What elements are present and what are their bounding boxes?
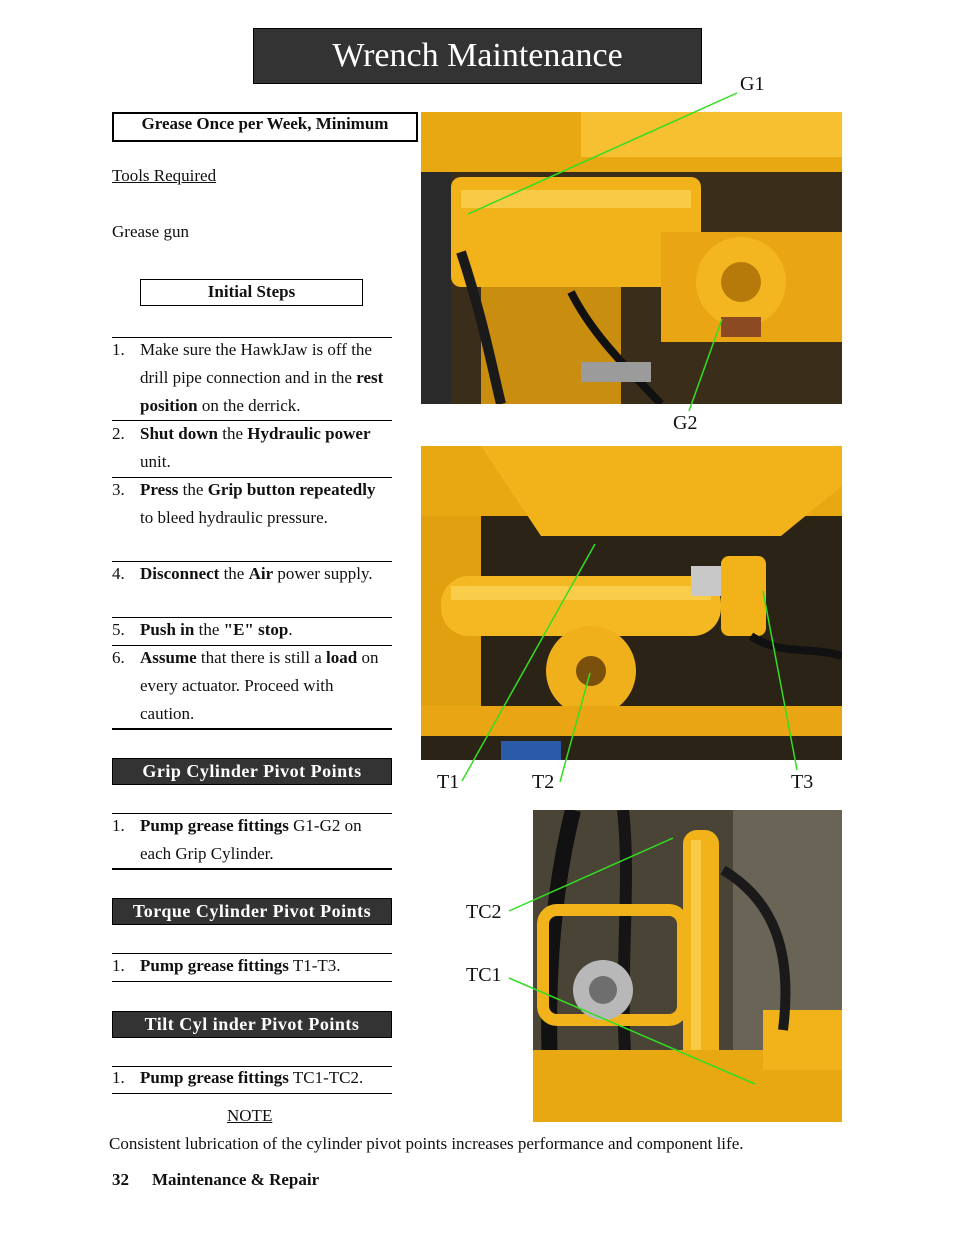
tilt-section-heading: Tilt Cyl inder Pivot Points [112, 1011, 392, 1038]
step-number: 4. [112, 564, 125, 583]
section-rule [112, 1093, 392, 1094]
step-bold-run: Grip button repeatedly [207, 480, 376, 499]
step-bold-run: Shut down [140, 424, 218, 443]
step-bold-run: Hydraulic power [247, 424, 371, 443]
step-text-run: to bleed hydraulic pressure. [140, 508, 328, 527]
step-rest: T1-T3. [288, 956, 341, 975]
step-text-run: on every actuator. Proceed with caution. [140, 648, 379, 723]
grip-section-heading: Grip Cylinder Pivot Points [112, 758, 392, 785]
page-title: Wrench Maintenance [253, 28, 702, 84]
step-number: 6. [112, 648, 125, 667]
step-number: 3. [112, 480, 125, 499]
step-rest: TC1-TC2. [288, 1068, 364, 1087]
step-bold-run: Assume [140, 648, 197, 667]
tools-list: Grease gun [112, 222, 189, 241]
step-text-run: the [194, 620, 224, 639]
step-text-run: the [219, 564, 249, 583]
callout-t3: T3 [791, 771, 814, 793]
page-number: 32 [112, 1170, 129, 1189]
step-bold: Pump grease fittings [140, 956, 289, 975]
step-bold-run: "E" stop [223, 620, 289, 639]
step-text [140, 336, 390, 420]
step-text [140, 644, 390, 728]
step-text [140, 476, 390, 532]
torque-cylinder-photo [421, 446, 842, 760]
step-text-run: Make sure the HawkJaw is off the drill pipe connection and in the [140, 340, 372, 387]
step-text-run: on the derrick. [197, 396, 301, 415]
note-heading: NOTE [227, 1106, 273, 1125]
tilt-cylinder-photo [533, 810, 842, 1122]
step-bold-run: load [326, 648, 358, 667]
step-text [140, 616, 390, 644]
step-text-run: the [178, 480, 208, 499]
step-text-run: the [217, 424, 248, 443]
section-rule [112, 981, 392, 982]
frequency-banner: Grease Once per Week, Minimum [112, 112, 418, 142]
step-text [140, 560, 390, 588]
steps-rule [112, 728, 392, 730]
step-rest: G1-G2 on each Grip Cylinder. [140, 816, 362, 863]
page-footer [112, 1170, 319, 1190]
callout-tc1: TC1 [466, 964, 502, 986]
note-text: Consistent lubrication of the cylinder pivot points increases performance and component life. [109, 1134, 744, 1153]
tools-heading: Tools Required [112, 166, 217, 185]
step-number: 1. [112, 956, 125, 975]
initial-steps-heading: Initial Steps [140, 279, 363, 306]
step-bold: Pump grease fittings [140, 1068, 289, 1087]
step-bold-run: Push in [140, 620, 195, 639]
step-bold-run: Air [248, 564, 274, 583]
step-bold-run: rest position [140, 368, 384, 415]
callout-tc2: TC2 [466, 901, 502, 923]
grip-cylinder-photo [421, 112, 842, 404]
step-number: 1. [112, 816, 125, 835]
step-text-run: unit. [140, 452, 171, 471]
section-rule [112, 868, 392, 870]
step-text-run: that there is still a [196, 648, 327, 667]
step-text [140, 952, 390, 980]
step-bold: Pump grease fittings [140, 816, 289, 835]
step-text-run: power supply. [273, 564, 373, 583]
torque-section-heading: Torque Cylinder Pivot Points [112, 898, 392, 925]
step-bold-run: Press [140, 480, 179, 499]
callout-g1: G1 [740, 73, 765, 95]
step-text [140, 420, 390, 476]
step-text [140, 812, 390, 868]
callout-t1: T1 [437, 771, 460, 793]
step-number: 5. [112, 620, 125, 639]
step-bold-run: Disconnect [140, 564, 220, 583]
step-text [140, 1064, 390, 1092]
step-number: 1. [112, 340, 125, 359]
step-text-run: . [288, 620, 293, 639]
callout-t2: T2 [532, 771, 555, 793]
step-number: 1. [112, 1068, 125, 1087]
footer-section: Maintenance & Repair [152, 1170, 320, 1189]
callout-g2: G2 [673, 412, 698, 434]
step-number: 2. [112, 424, 125, 443]
